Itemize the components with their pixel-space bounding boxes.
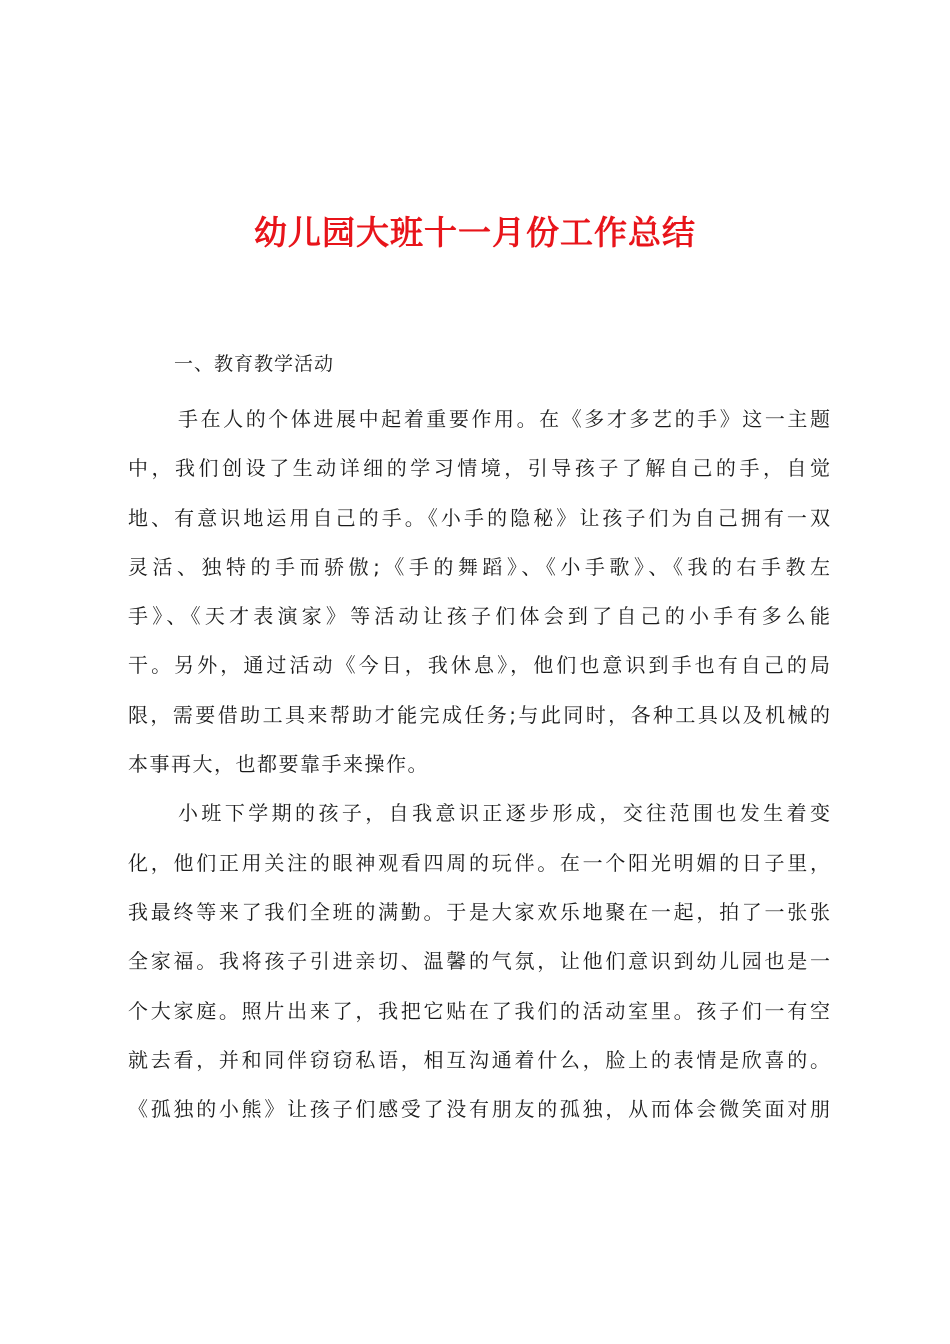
text-line: 手》、《天才表演家》等活动让孩子们体会到了自己的小手有多么能 [128, 604, 830, 629]
paragraph-hands-activity [128, 395, 830, 789]
text-line: 我最终等来了我们全班的满勤。于是大家欢乐地聚在一起，拍了一张张 [128, 899, 830, 924]
text-line: 全家福。我将孩子引进亲切、温馨的气氛，让他们意识到幼儿园也是一 [128, 949, 830, 974]
document-title: 幼儿园大班十一月份工作总结 [254, 213, 696, 252]
text-line: 手在人的个体进展中起着重要作用。在《多才多艺的手》这一主题 [178, 407, 830, 431]
text-line: 限，需要借助工具来帮助才能完成任务;与此同时，各种工具以及机械的 [128, 702, 830, 727]
text-line: 灵活、独特的手而骄傲;《手的舞蹈》、《小手歌》、《我的右手教左 [128, 554, 830, 579]
text-line: 小班下学期的孩子，自我意识正逐步形成，交往范围也发生着变 [178, 801, 830, 826]
text-line: 中，我们创设了生动详细的学习情境，引导孩子了解自己的手，自觉 [128, 456, 830, 481]
section-heading: 一、教育教学活动 [174, 353, 335, 375]
paragraph-class-photo [128, 789, 830, 1134]
text-line: 《孤独的小熊》让孩子们感受了没有朋友的孤独，从而体会微笑面对朋 [128, 1097, 830, 1122]
text-line: 本事再大，也都要靠手来操作。 [128, 752, 429, 777]
text-line: 化，他们正用关注的眼神观看四周的玩伴。在一个阳光明媚的日子里， [128, 850, 830, 875]
document-body [128, 346, 830, 1134]
text-line: 个大家庭。照片出来了，我把它贴在了我们的活动室里。孩子们一有空 [128, 998, 830, 1023]
text-line: 就去看，并和同伴窃窃私语，相互沟通着什么，脸上的表情是欣喜的。 [128, 1047, 830, 1072]
text-line: 地、有意识地运用自己的手。《小手的隐秘》让孩子们为自己拥有一双 [128, 505, 830, 530]
text-line: 干。另外，通过活动《今日，我休息》，他们也意识到手也有自己的局 [128, 653, 830, 678]
